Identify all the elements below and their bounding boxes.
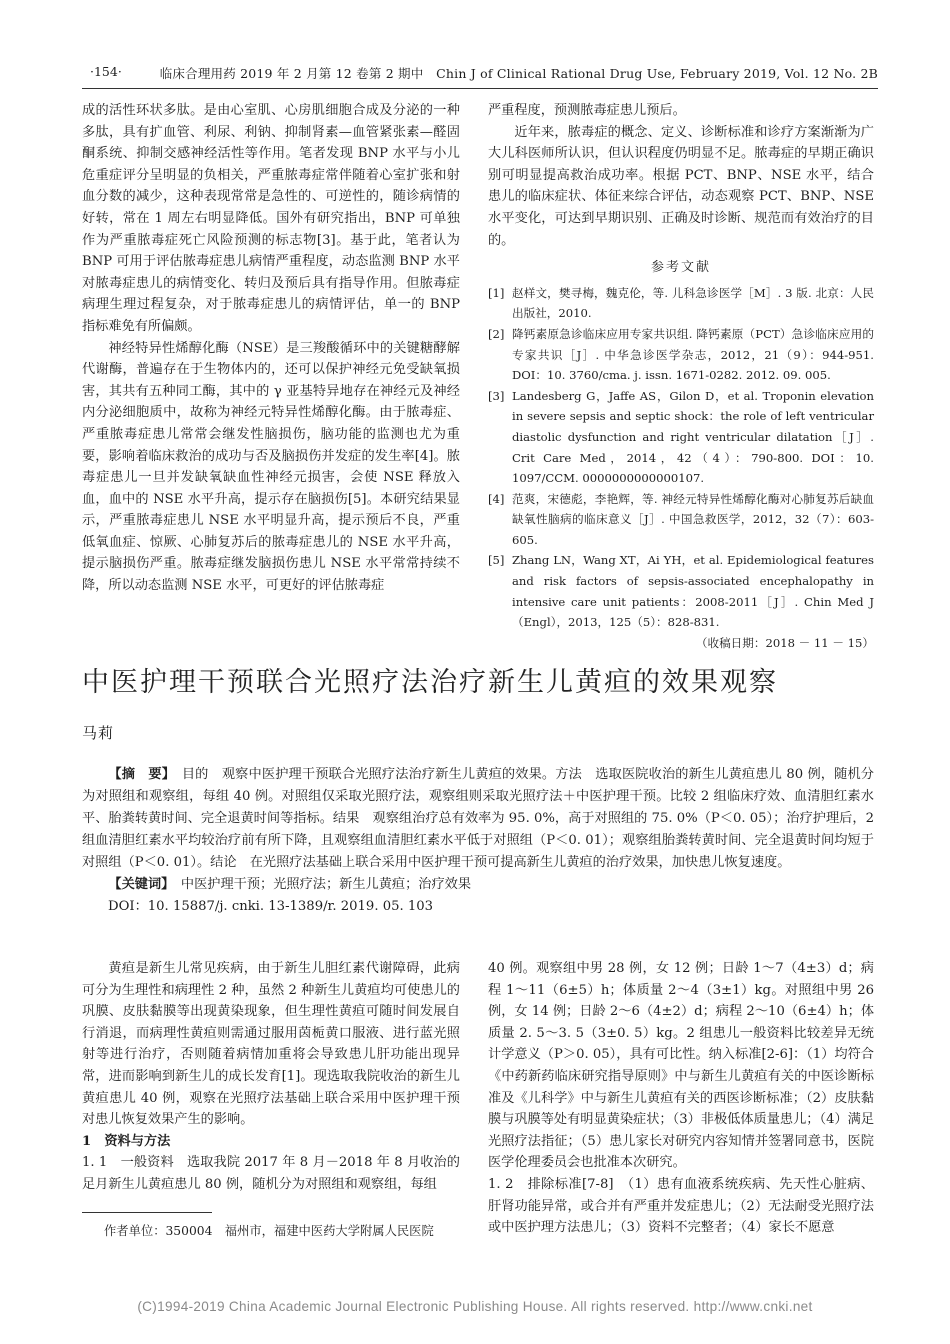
paragraph: 神经特异性烯醇化酶（NSE）是三羧酸循环中的关键糖酵解代谢酶，普遍存在于生物体内的，还可以保护神经元免受缺氧损害，其共有五种同工酶，其中的 γ 亚基特异地存在神经元及神经内分泌细胞质中，故称为神经元特异性烯醇化酶。由于脓毒症、严重脓毒症患儿常常会继发性脑损伤，脑功能的监测也尤为重要，影响着临床救治的成功与否及脑损伤并发症的发生率[4]。脓毒症患儿一旦并发缺氧缺血性神经元损害，会使 NSE 释放入血，血中的 NSE 水平升高，提示存在脑损伤[5]。本研究结果显示，严重脓毒症患儿 NSE 水平明显升高，提示预后不良，严重低氧血症、惊厥、心肺复苏后的脓毒症患儿的 NSE 水平升高，提示脑损伤严重。脓毒症继发脑损伤患儿 NSE 水平常常持续不降，所以动态监测 NSE 水平，可更好的评估脓毒症	[82, 340, 460, 594]
reference-item: [5] Zhang LN，Wang XT，Ai YH，et al. Epidemiological features and risk factors of sepsis-associated encephalopathy in intensive care unit patients：2008-2011［J］. Chin Med J（Engl），2013，125（5）：828-831.	[488, 553, 874, 630]
doi: DOI：10. 15887/j. cnki. 13-1389/r. 2019. 05. 103	[108, 899, 434, 914]
reference-item: [1] 赵样文，樊寻梅，魏克伦，等. 儿科急诊医学［M］. 3 版. 北京：人民出版社，2010.	[488, 285, 874, 321]
paragraph: 1. 1 一般资料 选取我院 2017 年 8 月－2018 年 8 月收治的足月新生儿黄疸患儿 80 例，随机分为对照组和观察组，每组	[82, 1155, 460, 1192]
abstract-label: 【摘 要】	[108, 767, 169, 782]
paragraph: 1. 2 排除标准[7-8] （1）患有血液系统疾病、先天性心脏病、肝肾功能异常，或合并有严重并发症患儿；（2）无法耐受光照疗法或中医护理方法患儿；（3）资料不完整者；（4）家长不愿意	[488, 1176, 874, 1236]
article-left-column	[82, 958, 460, 1196]
keywords-text: 中医护理干预；光照疗法；新生儿黄疸；治疗效果	[180, 877, 472, 892]
intro-paragraph: 黄疸是新生儿常见疾病，由于新生儿胆红素代谢障碍，此病可分为生理性和病理性 2 种，虽然 2 种新生儿黄疸均可使患儿的巩膜、皮肤黏膜等出现黄染现象，但生理性黄疸可随时间发展自行消退，而病理性黄疸则需通过服用茵栀黄口服液、进行蓝光照射等进行治疗，否则随着病情加重将会导致患儿肝功能出现异常，进而影响到新生儿的成长发育[1]。现选取我院收治的新生儿黄疸患儿 40 例，观察在光照疗法基础上联合采用中医护理干预对患儿恢复效果产生的影响。	[82, 961, 460, 1128]
reference-item: [2] 降钙素原急诊临床应用专家共识组. 降钙素原（PCT）急诊临床应用的专家共识［J］. 中华急诊医学杂志，2012，21（9）：944-951. DOI：10. 3760/cma. j. issn. 1671-0282. 2012. 09. 005.	[488, 326, 874, 383]
header-rule	[82, 88, 878, 89]
journal-citation: 临床合理用药 2019 年 2 月第 12 卷第 2 期中 Chin J of Clinical Rational Drug Use, February 2019, Vol. 12 No. 2B	[159, 66, 878, 81]
paragraph: 40 例。观察组中男 28 例，女 12 例；日龄 1～7（4±3）d；病程 1～11（6±5）h；体质量 2～4（3±1）kg。对照组中男 26 例，女 14 例；日龄 2～6（4±2）d；病程 2～10（6±4）h；体质量 2. 5～3. 5（3±0. 5）kg。2 组患儿一般资料比较差异无统计学意义（P＞0. 05），具有可比性。纳入标准[2-6]：（1）均符合《中药新药临床研究指导原则》中与新生儿黄疸有关的中医诊断标准及《儿科学》中与新生儿黄疸有关的西医诊断标准；（2）皮肤黏膜与巩膜等处有明显黄染症状；（3）非极低体质量患儿；（4）满足光照疗法指征；（5）患儿家长对研究内容知情并签署同意书，医院医学伦理委员会也批准本次研究。	[488, 961, 875, 1171]
section-heading: 1 资料与方法	[82, 1133, 171, 1149]
paragraph: 近年来，脓毒症的概念、定义、诊断标准和诊疗方案渐渐为广大儿科医师所认识，但认识程度仍明显不足。脓毒症的早期正确识别可明显提高救治成功率。根据 PCT、BNP、NSE 水平，结合患儿的临床症状、体征来综合评估，动态观察 PCT、BNP、NSE 水平变化，可达到早期识别、正确及时诊断、规范而有效治疗的目的。	[488, 124, 874, 248]
abstract	[82, 764, 874, 874]
article-title: 中医护理干预联合光照疗法治疗新生儿黄疸的效果观察	[82, 667, 778, 698]
prev-article-left-column	[82, 100, 460, 597]
received-date: （收稿日期：2018 － 11 － 15）	[695, 635, 874, 650]
keywords	[82, 874, 874, 896]
references-heading: 参考文献	[650, 260, 711, 276]
abstract-block	[82, 764, 874, 918]
author-affiliation-footnote: 作者单位：350004 福州市，福建中医药大学附属人民医院	[104, 1224, 434, 1238]
copyright-watermark: (C)1994-2019 China Academic Journal Electronic Publishing House. All rights reserved. http://www.cnki.net	[137, 1299, 813, 1314]
running-header	[90, 64, 878, 84]
footnote-rule	[82, 1212, 212, 1213]
abstract-text: 目的 观察中医护理干预联合光照疗法治疗新生儿黄疸的效果。方法 选取医院收治的新生儿黄疸患儿 80 例，随机分为对照组和观察组，每组 40 例。对照组仅采取光照疗法，观察组则采取光照疗法＋中医护理干预。比较 2 组临床疗效、血清胆红素水平、胎粪转黄时间、完全退黄时间等指标。结果 观察组治疗总有效率为 95. 0%，高于对照组的 75. 0%（P＜0. 05）；治疗护理后，2 组血清胆红素水平均较治疗前有所下降，且观察组血清胆红素水平低于对照组（P＜0. 01）；观察组胎粪转黄时间、完全退黄时间均短于对照组（P＜0. 01）。结论 在光照疗法基础上联合采用中医护理干预可提高新生儿黄疸的治疗效果，加快患儿恢复速度。	[82, 767, 874, 870]
article-author: 马莉	[82, 724, 115, 742]
page-number: ·154·	[90, 64, 122, 79]
prev-article-right-column	[488, 100, 874, 653]
reference-item: [4] 范爽，宋德彪，李艳辉，等. 神经元特异性烯醇化酶对心肺复苏后缺血缺氧性脑病的临床意义［J］. 中国急救医学，2012，32（7）：603-605.	[488, 491, 874, 547]
keywords-label: 【关键词】	[108, 877, 168, 892]
article-right-column	[488, 958, 874, 1239]
paragraph: 成的活性环状多肽。是由心室肌、心房肌细胞合成及分泌的一种多肽，具有扩血管、利尿、利钠、抑制肾素—血管紧张素—醛固酮系统、抑制交感神经活性等作用。笔者发现 BNP 水平与小儿危重症评分呈明显的负相关，严重脓毒症常伴随着心室扩张和射血分数的减少，这种表现常常是急性的、可逆性的，随诊病情的好转，常在 1 周左右明显降低。国外有研究指出，BNP 可单独作为严重脓毒症死亡风险预测的标志物[3]。基于此，笔者认为 BNP 可用于评估脓毒症患儿病情严重程度，动态监测 BNP 水平对脓毒症患儿的病情变化、转归及预后具有指导作用。但脓毒症病理生理过程复杂，对于脓毒症患儿的病情评估，单一的 BNP 指标难免有所偏颇。	[82, 103, 460, 334]
reference-item: [3] Landesberg G，Jaffe AS，Gilon D，et al. Troponin elevation in severe sepsis and septic shock：the role of left ventricular diastolic dysfunction and right ventricular dilatation［J］. Crit Care Med，2014，42（4）：790-800. DOI：10. 1097/CCM. 0000000000000107.	[488, 388, 874, 486]
paragraph: 严重程度，预测脓毒症患儿预后。	[488, 103, 686, 118]
